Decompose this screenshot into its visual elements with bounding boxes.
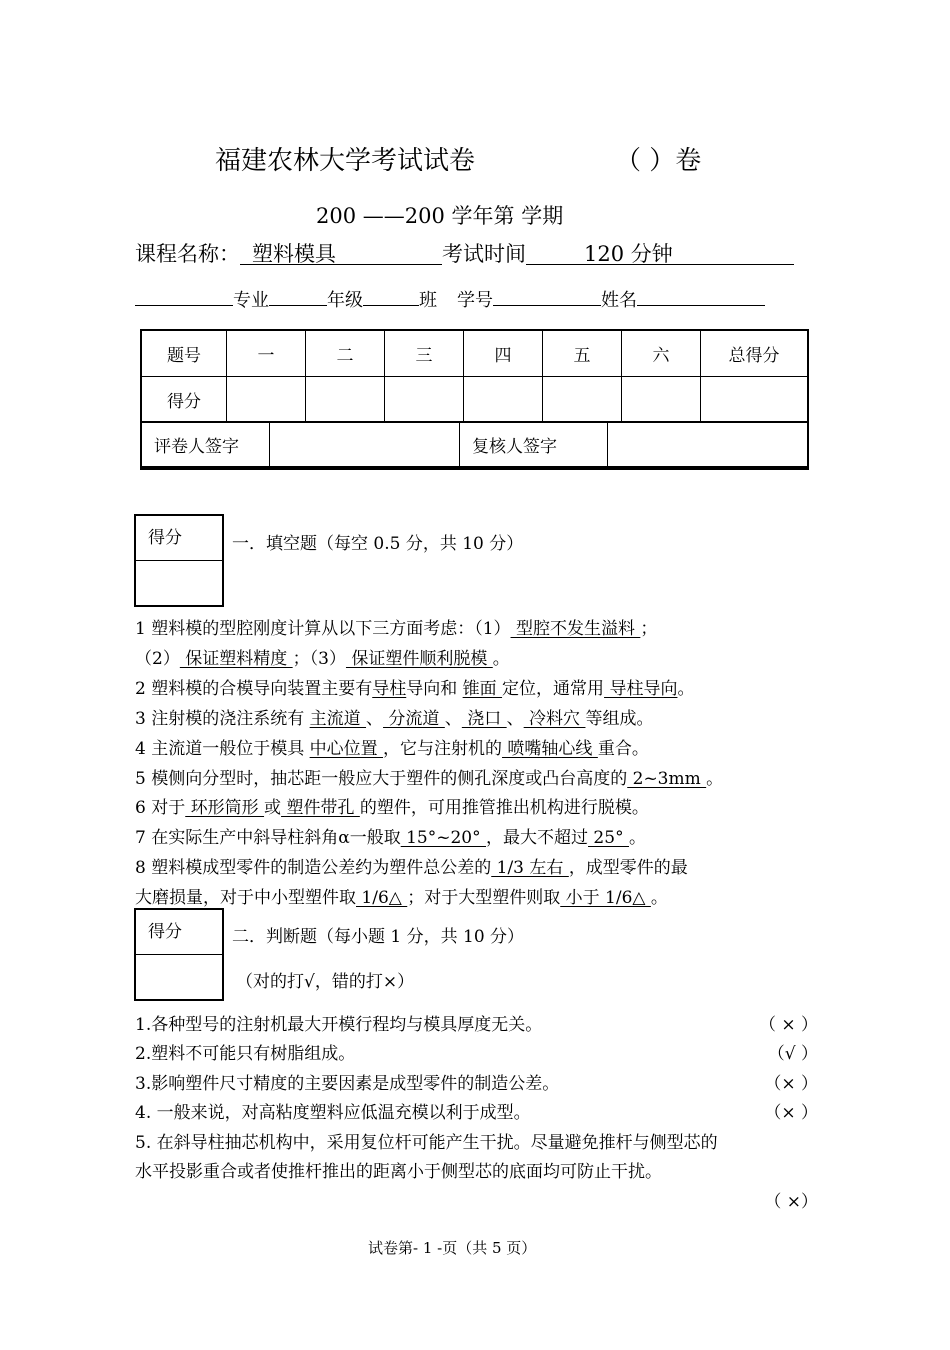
fill-line-4: 4 主流道一般位于模具 中心位置 ，它与注射机的 喷嘴轴心线 重合。 <box>135 739 649 759</box>
grader-signature-cell <box>270 422 460 467</box>
course-label: 课程名称： <box>135 242 240 266</box>
answer-blank: 中心位置 <box>309 739 384 759</box>
answer-blank: 主流道 <box>309 709 367 729</box>
student-info-line <box>135 286 765 312</box>
fill-line-8b: 大磨损量，对于中小型塑件取 1/6△ ；对于大型塑件则取 小于 1/6△ 。 <box>135 888 668 908</box>
judge-item: 2.塑料不可能只有树脂组成。 <box>135 1044 356 1064</box>
section1-score-box <box>134 514 224 607</box>
answer-blank: 型腔不发生溢料 <box>510 619 641 639</box>
academic-year-line: 200 ——200 学年第 学期 <box>316 204 564 228</box>
score-cell <box>385 376 464 422</box>
paper-label: （ ）卷 <box>615 146 702 176</box>
fill-line-3: 3 注射模的浇注系统有 主流道 、 分流道 、 浇口 、 冷料穴 等组成。 <box>135 709 654 729</box>
section2-score-label: 得分 <box>136 910 222 955</box>
fill-line-1b: （2） 保证塑料精度 ；（3） 保证塑件顺利脱模 。 <box>135 649 510 669</box>
judge-answer: （√ ） <box>767 1044 818 1064</box>
judge-item: 1.各种型号的注射机最大开模行程均与模具厚度无关。 <box>135 1015 543 1035</box>
answer-blank: 冷料穴 <box>523 709 586 729</box>
answer-blank: 喷嘴轴心线 <box>502 739 598 759</box>
name-blank <box>637 305 765 306</box>
grader-label: 评卷人签字 <box>141 422 270 467</box>
answer-blank: 环形筒形 <box>185 798 265 818</box>
judge-answer: （× ） <box>764 1103 818 1123</box>
signature-table <box>140 421 809 468</box>
reviewer-signature-cell <box>608 422 809 467</box>
judge-item: 4. 一般来说，对高粘度塑料应低温充模以利于成型。 <box>135 1103 531 1123</box>
section2-title: 二．判断题（每小题 1 分，共 10 分） <box>232 927 525 947</box>
fill-line-8: 8 塑料模成型零件的制造公差约为塑件总公差的 1/3 左右 ，成型零件的最 <box>135 858 688 878</box>
judge-item: 水平投影重合或者使推杆推出的距离小于侧型芯的底面均可防止干扰。 <box>135 1162 662 1182</box>
answer-blank: 小于 1/6△ <box>560 888 651 908</box>
grade-label: 年级 <box>327 290 363 311</box>
score-cell <box>464 376 543 422</box>
score-cell <box>622 376 701 422</box>
header-cell: 五 <box>543 330 622 376</box>
answer-blank: 1/3 左右 <box>491 858 569 878</box>
judge-answer: （× ） <box>764 1074 818 1094</box>
section1-title: 一．填空题（每空 0.5 分，共 10 分） <box>232 534 524 554</box>
answer-blank: 塑件带孔 <box>281 798 360 818</box>
class-label: 班 <box>419 290 437 311</box>
answer-blank: 导柱导向 <box>604 679 678 699</box>
answer-blank: 保证塑件顺利脱模 <box>345 649 493 669</box>
judge-item: 3.影响塑件尺寸精度的主要因素是成型零件的制造公差。 <box>135 1074 560 1094</box>
student-id-label: 学号 <box>457 290 493 311</box>
score-table-score-row <box>141 376 808 422</box>
judge-answer: （ ×） <box>764 1192 818 1212</box>
section2-score-box <box>134 908 224 1001</box>
answer-blank: 2~3mm <box>627 769 707 789</box>
answer-blank: 15°~20° <box>400 828 487 848</box>
grade-blank <box>269 305 327 306</box>
header-cell: 六 <box>622 330 701 376</box>
course-value: 塑料模具 <box>240 244 442 265</box>
score-cell <box>306 376 385 422</box>
answer-blank: 锥面 <box>462 679 503 699</box>
header-cell: 四 <box>464 330 543 376</box>
header-cell: 三 <box>385 330 464 376</box>
exam-title: 福建农林大学考试试卷 <box>215 146 476 176</box>
answer-blank: 25° <box>588 828 629 848</box>
fill-line-1: 1 塑料模的型腔刚度计算从以下三方面考虑：（1） 型腔不发生溢料 ； <box>135 619 658 639</box>
header-cell: 一 <box>227 330 306 376</box>
answer-blank: 分流道 <box>383 709 445 729</box>
score-cell <box>701 376 809 422</box>
header-cell: 二 <box>306 330 385 376</box>
answer-blank: 1/6△ <box>356 888 408 908</box>
section1-score-label: 得分 <box>136 516 222 561</box>
fill-line-5: 5 模侧向分型时，抽芯距一般应大于塑件的侧孔深度或凸台高度的 2~3mm 。 <box>135 769 724 789</box>
answer-blank: 浇口 <box>461 709 507 729</box>
reviewer-label: 复核人签字 <box>460 422 608 467</box>
class-blank <box>363 305 419 306</box>
fill-line-2: 2 塑料模的合模导向装置主要有导柱导向和 锥面 定位，通常用 导柱导向。 <box>135 679 695 699</box>
time-label: 考试时间 <box>442 242 526 266</box>
major-label: 专业 <box>233 290 269 311</box>
fill-line-7: 7 在实际生产中斜导柱斜角α一般取 15°~20° ，最大不超过 25° 。 <box>135 828 646 848</box>
answer-blank: 保证塑料精度 <box>179 649 293 669</box>
student-id-blank <box>493 305 601 306</box>
answer-blank: 导柱 <box>372 679 407 699</box>
score-table-header-row <box>141 330 808 376</box>
score-label-cell: 得分 <box>141 376 227 422</box>
section2-subtitle: （对的打√，错的打×） <box>236 972 415 992</box>
page-footer: 试卷第- 1 -页（共 5 页） <box>368 1239 537 1257</box>
name-label: 姓名 <box>601 290 637 311</box>
fill-line-6: 6 对于 环形筒形 或 塑件带孔 的塑件，可用推管推出机构进行脱模。 <box>135 798 649 818</box>
header-cell: 总得分 <box>701 330 809 376</box>
header-cell: 题号 <box>141 330 227 376</box>
judge-item: 5. 在斜导柱抽芯机构中，采用复位杆可能产生干扰。尽量避免推杆与侧型芯的 <box>135 1133 718 1153</box>
score-cell <box>227 376 306 422</box>
course-line <box>135 238 794 268</box>
time-value: 120 分钟 <box>526 244 794 265</box>
judge-answer: （ × ） <box>758 1015 818 1035</box>
major-blank <box>135 305 233 306</box>
score-cell <box>543 376 622 422</box>
